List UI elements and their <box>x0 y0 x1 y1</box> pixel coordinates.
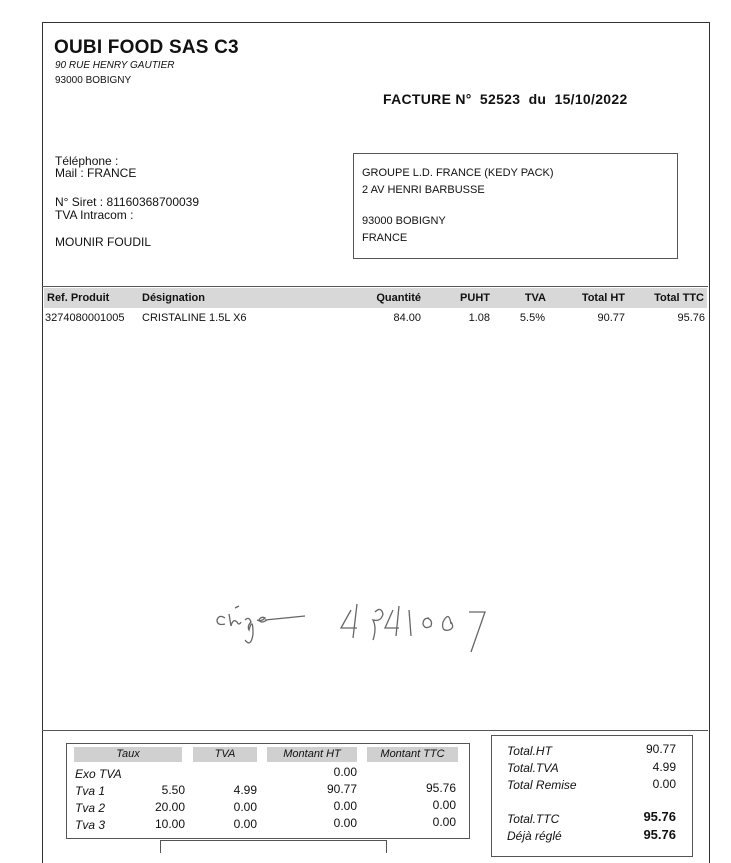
tva-row-ht: 0.00 <box>333 799 357 813</box>
tva-row-ht: 90.77 <box>326 782 357 796</box>
invoice-number: 52523 <box>479 91 521 107</box>
client-name: GROUPE L.D. FRANCE (KEDY PACK) <box>362 167 554 179</box>
tva-row-label: Tva 3 <box>75 818 106 832</box>
tva-header-taux: Taux <box>74 747 182 762</box>
tva-row-ttc: 0.00 <box>432 815 456 829</box>
tva-intracom: TVA Intracom : <box>55 208 134 222</box>
tva-row-label: Tva 2 <box>75 801 106 815</box>
total-ht-label: Total.HT <box>507 744 552 758</box>
deja-regle-value: 95.76 <box>643 827 676 842</box>
tva-row-ht: 0.00 <box>333 765 357 779</box>
tva-row-label: Tva 1 <box>75 784 106 798</box>
client-city: 93000 BOBIGNY <box>362 215 446 227</box>
handwritten-cheque-note <box>205 590 545 670</box>
tva-row-ttc: 95.76 <box>425 781 456 795</box>
row-total-ttc: 95.76 <box>677 312 705 324</box>
invoice-du: du <box>528 91 547 107</box>
tva-row-tva: 4.99 <box>233 783 257 797</box>
deja-regle-label: Déjà réglé <box>507 829 562 843</box>
total-tva-value: 4.99 <box>652 760 676 774</box>
total-remise-value: 0.00 <box>652 777 676 791</box>
tva-row-rate: 5.50 <box>161 783 185 797</box>
row-quantite: 84.00 <box>393 312 421 324</box>
handwriting-text <box>205 680 212 681</box>
total-ttc-label: Total.TTC <box>507 812 560 826</box>
seller-contact: MOUNIR FOUDIL <box>55 235 151 249</box>
client-country: FRANCE <box>362 232 408 244</box>
tva-row-rate: 10.00 <box>154 817 185 831</box>
divider-bottom <box>42 730 708 731</box>
seller-city: 93000 BOBIGNY <box>55 75 132 86</box>
total-ttc-value: 95.76 <box>643 809 676 824</box>
seller-name: OUBI FOOD SAS C3 <box>54 37 239 58</box>
header-puht: PUHT <box>460 292 490 304</box>
phone-label: Téléphone : <box>55 154 119 168</box>
row-puht: 1.08 <box>468 312 490 324</box>
total-remise-label: Total Remise <box>507 778 577 792</box>
row-ref: 3274080001005 <box>45 312 125 324</box>
row-total-ht: 90.77 <box>597 312 625 324</box>
header-total-ttc: Total TTC <box>654 292 704 304</box>
divider <box>42 286 708 287</box>
client-address-box <box>353 153 678 259</box>
tva-header-montant-ht: Montant HT <box>267 747 357 762</box>
tva-row-ht: 0.00 <box>333 816 357 830</box>
tva-row-tva: 0.00 <box>233 817 257 831</box>
tva-row-tva: 0.00 <box>233 800 257 814</box>
siret: N° Siret : 81160368700039 <box>55 195 200 209</box>
total-tva-label: Total.TVA <box>507 761 559 775</box>
header-quantite: Quantité <box>376 292 421 304</box>
tva-row-rate: 20.00 <box>154 800 185 814</box>
tva-row-label: Exo TVA <box>75 767 122 781</box>
mail-label: Mail : FRANCE <box>55 166 137 180</box>
client-street: 2 AV HENRI BARBUSSE <box>362 184 485 196</box>
row-tva: 5.5% <box>519 312 545 324</box>
invoice-date: 15/10/2022 <box>554 91 628 107</box>
tva-header-montant-ttc: Montant TTC <box>367 747 458 762</box>
header-tva: TVA <box>524 292 546 304</box>
tva-header-tva: TVA <box>193 747 257 762</box>
header-total-ht: Total HT <box>581 292 625 304</box>
header-ref: Ref. Produit <box>47 292 110 304</box>
total-ht-value: 90.77 <box>645 742 676 756</box>
row-designation: CRISTALINE 1.5L X6 <box>142 312 247 324</box>
tva-row-ttc: 0.00 <box>432 798 456 812</box>
seller-street: 90 RUE HENRY GAUTIER <box>55 60 175 71</box>
invoice-title <box>383 91 632 107</box>
invoice-label: FACTURE N° <box>383 91 472 107</box>
header-designation: Désignation <box>142 292 205 304</box>
